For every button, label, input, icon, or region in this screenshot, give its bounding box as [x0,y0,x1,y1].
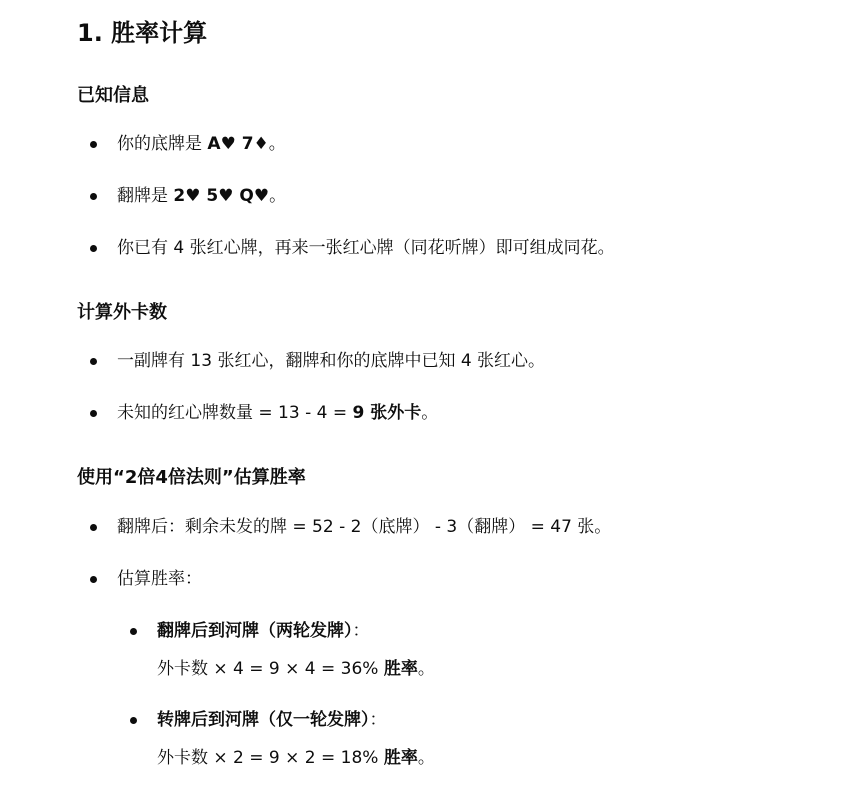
page-title: 1. 胜率计算 [77,19,208,47]
list-item-text: 未知的红心牌数量 = 13 - 4 = [117,403,353,423]
sub-list-item [157,707,387,733]
list-item-tail: 。 [421,403,439,423]
formula-text: 外卡数 × 2 = 9 × 2 = 18% [157,748,384,768]
list-item [117,400,438,426]
list-item [117,514,611,540]
formula-tail: 。 [417,659,435,679]
section-heading-outs: 计算外卡数 [77,302,167,323]
list-item-text: 一副牌有 13 张红心，翻牌和你的底牌中已知 4 张红心。 [117,351,546,371]
section-heading-rule: 使用“2倍4倍法则”估算胜率 [77,467,306,488]
sub-item-formula [157,745,435,771]
list-item [117,566,202,592]
list-item [117,348,545,374]
list-item-text: 你的底牌是 [117,134,208,154]
flop-cards: 2♥ 5♥ Q♥ [173,186,270,206]
list-item [117,183,286,209]
sub-item-tail: ： [352,621,370,641]
outs-count: 9 张外卡 [352,403,422,423]
list-item-text: 你已有 4 张红心牌，再来一张红心牌（同花听牌）即可组成同花。 [117,238,615,258]
list-item-text: 估算胜率： [117,569,202,589]
sub-list-item [157,618,370,644]
formula-bold: 胜率 [383,748,418,768]
list-item-text: 翻牌是 [117,186,174,206]
list-item-text: 翻牌后：剩余未发的牌 = 52 - 2（底牌） - 3（翻牌） = 47 张。 [117,517,612,537]
sub-item-heading: 转牌后到河牌（仅一轮发牌） [157,710,370,730]
list-item-tail: 。 [268,134,286,154]
formula-tail: 。 [417,748,435,768]
formula-text: 外卡数 × 4 = 9 × 4 = 36% [157,659,384,679]
list-item [117,235,615,261]
sub-item-heading: 翻牌后到河牌（两轮发牌） [157,621,353,641]
list-item-tail: 。 [269,186,287,206]
hole-cards: A♥ 7♦ [207,134,269,154]
sub-item-formula [157,656,435,682]
list-item [117,131,286,157]
section-heading-known-info: 已知信息 [77,85,149,106]
formula-bold: 胜率 [383,659,418,679]
sub-item-tail: ： [369,710,387,730]
